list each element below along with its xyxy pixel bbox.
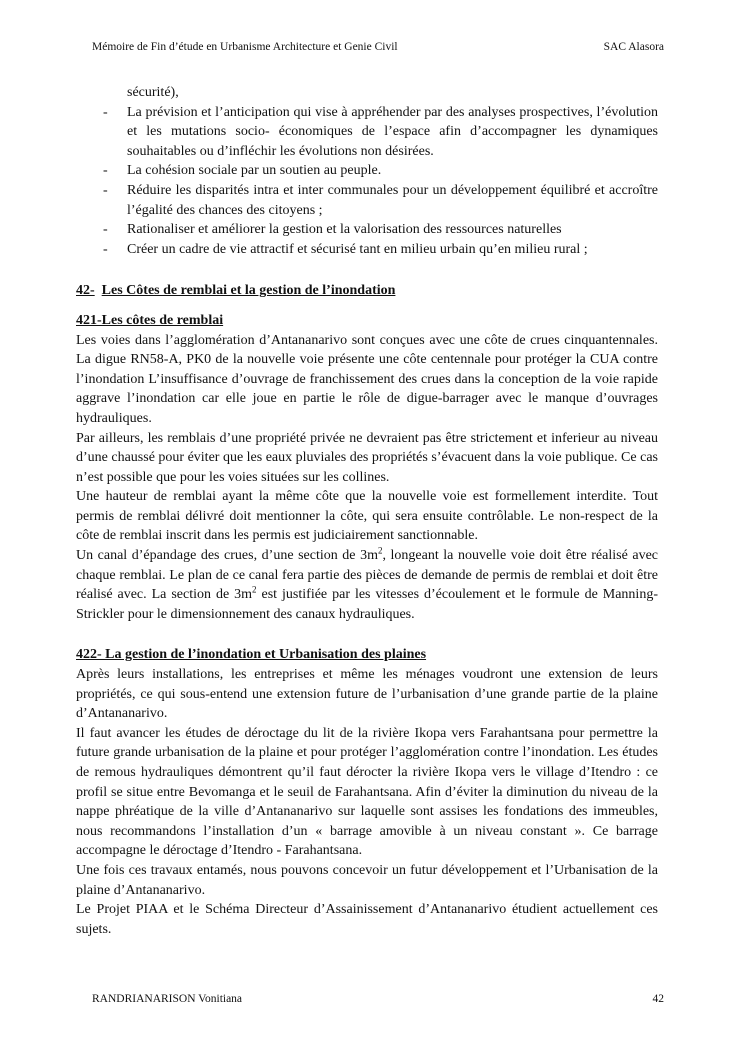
paragraph-text: Un canal d’épandage des crues, d’une section de 3m [76, 548, 378, 564]
footer-author: RANDRIANARISON Vonitiana [92, 993, 243, 1005]
paragraph: Par ailleurs, les remblais d’une propriété privée ne devraient pas être strictement et inferieur au niveau d’une chaussé pour éviter que les eaux pluviales des propriétés s’évacuent dans la voie publique. Ce cas n’est possible que pour les voies situées sur les collines. [76, 430, 658, 485]
page-header [92, 41, 664, 53]
bullet-item [76, 103, 658, 162]
page-number: 42 [652, 993, 664, 1005]
section-title: Les Côtes de remblai et la gestion de l’inondation [101, 283, 396, 299]
bullet-text: La prévision et l’anticipation qui vise à appréhender par des analyses prospectives, l’évolution et les mutations socio- économiques de l’espace afin d’accompagner les dynamiques souhaitables ou d’infléchir les évolutions non désirées. [127, 104, 658, 159]
page-content [76, 83, 658, 939]
bullet-text: La cohésion sociale par un soutien au peuple. [127, 163, 382, 179]
paragraph-text: est justifiée par les vitesses d’écoulement et le formule de Manning-Strickler pour le dimensionnement des canaux hydrauliques. [76, 587, 658, 622]
paragraph: Après leurs installations, les entreprises et même les ménages voudront une extension de leurs propriétés, ce qui sous-entend une extension future de l’urbanisation d’une grande partie de la plaine d’Antananarivo. [76, 667, 658, 722]
paragraph: Une fois ces travaux entamés, nous pouvons concevoir un futur développement et l’Urbanisation de la plaine d’Antananarivo. [76, 862, 658, 898]
bullet-marker: - [103, 222, 108, 238]
page-footer [92, 993, 664, 1005]
bullet-text: Créer un cadre de vie attractif et sécurisé tant en milieu urbain qu’en milieu rural ; [127, 241, 588, 257]
bullet-item [76, 181, 658, 220]
paragraph: Les voies dans l’agglomération d’Antananarivo sont conçues avec une côte de crues cinquantennales. La digue RN58-A, PK0 de la nouvelle voie présente une côte centennale pour protéger la CUA contre l’inondation L’insuffisance d’ouvrage de franchissement des crues dans la conception de la voie rapide aggrave l’inondation car elle joue en partie le rôle de digue-barrager avec le manque d’ouvrages hydrauliques. [76, 332, 658, 426]
bullet-item [76, 161, 658, 181]
bullet-continuation: sécurité), [127, 85, 179, 100]
subsection-heading-422: 422- La gestion de l’inondation et Urbanisation des plaines [76, 647, 427, 663]
bullet-marker: - [103, 163, 108, 179]
paragraph: Il faut avancer les études de déroctage du lit de la rivière Ikopa vers Farahantsana pour permettre la future grande urbanisation de la plaine et pour protéger l’agglomération contre l’inondation. Les études de remous hydrauliques démontrent qu’il faut dérocter la rivière Ikopa vers le village d’Itendro : ce profil se situe entre Bevomanga et le seuil de Farahantsana. Afin d’éviter la diminution du niveau de la nappe phréatique de la ville d’Antananarivo sur laquelle sont assises les fondations des immeubles, nous recommandons l’installation d’un « barrage amovible à un niveau constant ». Ce barrage accompagne le déroctage d’Itendro - Farahantsana. [76, 725, 658, 859]
bullet-item [76, 220, 658, 240]
bullet-text: Rationaliser et améliorer la gestion et la valorisation des ressources naturelles [127, 222, 562, 238]
spacer [76, 624, 658, 645]
subsection-heading-421: 421-Les côtes de remblai [76, 312, 224, 328]
header-title: Mémoire de Fin d’étude en Urbanisme Architecture et Genie Civil [92, 41, 398, 53]
bullet-marker: - [103, 104, 108, 120]
superscript: 2 [377, 545, 383, 556]
bullet-text: Réduire les disparités intra et inter communales pour un développement équilibré et accroître l’égalité des chances des citoyens ; [127, 182, 658, 218]
paragraph: Le Projet PIAA et le Schéma Directeur d’Assainissement d’Antananarivo étudient actuellement ces sujets. [76, 902, 658, 937]
superscript: 2 [252, 584, 257, 595]
paragraph: Une hauteur de remblai ayant la même côte que la nouvelle voie est formellement interdite. Tout permis de remblai délivré doit mentionner la côte, qui sera ensuite contrôlable. Le non-respect de la côte de remblai inscrit dans les permis est judiciairement sanctionnable. [76, 489, 658, 544]
header-org: SAC Alasora [603, 41, 664, 53]
paragraph-text: , longeant la nouvelle voie doit être réalisé avec chaque remblai. Le plan de ce canal fera partie des pièces de demande de permis de remblai et doit être réalisé avec. La section de 3m [76, 548, 658, 603]
bullet-item [76, 240, 658, 260]
bullet-marker: - [103, 182, 108, 198]
bullet-marker: - [103, 241, 108, 257]
section-number: 42- [76, 283, 95, 299]
paragraph [76, 546, 658, 624]
section-heading-42 [76, 281, 658, 301]
